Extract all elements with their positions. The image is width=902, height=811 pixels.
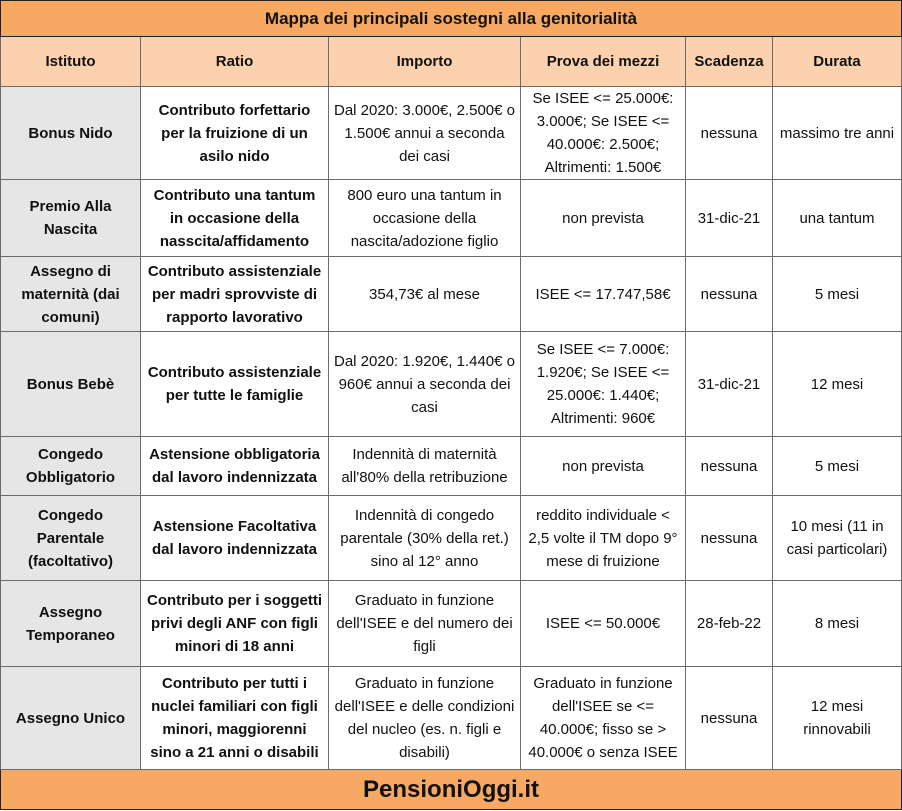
cell-durata: massimo tre anni (773, 87, 902, 180)
table-row (1, 496, 902, 581)
cell-istituto: Assegno di maternità (dai comuni) (1, 257, 141, 332)
cell-durata: 8 mesi (773, 581, 902, 667)
table-row (1, 257, 902, 332)
footer-row (1, 770, 902, 810)
header-ratio: Ratio (141, 37, 329, 87)
cell-ratio: Contributo forfettario per la fruizione di un asilo nido (141, 87, 329, 180)
cell-scadenza: nessuna (686, 667, 773, 770)
cell-ratio: Astensione obbligatoria dal lavoro indennizzata (141, 437, 329, 496)
cell-durata: 5 mesi (773, 437, 902, 496)
cell-durata: 10 mesi (11 in casi particolari) (773, 496, 902, 581)
cell-scadenza: nessuna (686, 257, 773, 332)
cell-importo: Indennità di maternità all'80% della retribuzione (329, 437, 521, 496)
cell-prova: non prevista (521, 180, 686, 257)
header-row (1, 37, 902, 87)
cell-importo: 354,73€ al mese (329, 257, 521, 332)
header-durata: Durata (773, 37, 902, 87)
header-scadenza: Scadenza (686, 37, 773, 87)
table-row (1, 332, 902, 437)
cell-durata: 12 mesi rinnovabili (773, 667, 902, 770)
header-importo: Importo (329, 37, 521, 87)
table-row (1, 667, 902, 770)
cell-ratio: Contributo assistenziale per tutte le famiglie (141, 332, 329, 437)
cell-prova: non prevista (521, 437, 686, 496)
table-row (1, 581, 902, 667)
cell-scadenza: nessuna (686, 437, 773, 496)
cell-istituto: Assegno Temporaneo (1, 581, 141, 667)
cell-ratio: Contributo una tantum in occasione della nasscita/affidamento (141, 180, 329, 257)
cell-scadenza: 31-dic-21 (686, 180, 773, 257)
header-prova-dei-mezzi: Prova dei mezzi (521, 37, 686, 87)
cell-istituto: Bonus Bebè (1, 332, 141, 437)
cell-scadenza: 28-feb-22 (686, 581, 773, 667)
cell-durata: una tantum (773, 180, 902, 257)
cell-istituto: Premio Alla Nascita (1, 180, 141, 257)
title-row (1, 1, 902, 37)
cell-durata: 12 mesi (773, 332, 902, 437)
cell-istituto: Congedo Obbligatorio (1, 437, 141, 496)
cell-prova: Se ISEE <= 7.000€: 1.920€; Se ISEE <= 25.000€: 1.440€; Altrimenti: 960€ (521, 332, 686, 437)
cell-scadenza: 31-dic-21 (686, 332, 773, 437)
cell-importo: 800 euro una tantum in occasione della nascita/adozione figlio (329, 180, 521, 257)
cell-importo: Dal 2020: 1.920€, 1.440€ o 960€ annui a seconda dei casi (329, 332, 521, 437)
cell-prova: reddito individuale < 2,5 volte il TM dopo 9° mese di fruizione (521, 496, 686, 581)
cell-prova: Graduato in funzione dell'ISEE se <= 40.000€; fisso se > 40.000€ o senza ISEE (521, 667, 686, 770)
cell-prova: Se ISEE <= 25.000€: 3.000€; Se ISEE <= 40.000€: 2.500€; Altrimenti: 1.500€ (521, 87, 686, 180)
cell-ratio: Contributo assistenziale per madri sprovviste di rapporto lavorativo (141, 257, 329, 332)
table-row (1, 180, 902, 257)
cell-scadenza: nessuna (686, 87, 773, 180)
cell-istituto: Assegno Unico (1, 667, 141, 770)
cell-ratio: Astensione Facoltativa dal lavoro indennizzata (141, 496, 329, 581)
footer-brand: PensioniOggi.it (1, 770, 902, 810)
cell-prova: ISEE <= 50.000€ (521, 581, 686, 667)
table-row (1, 87, 902, 180)
cell-prova: ISEE <= 17.747,58€ (521, 257, 686, 332)
table-title: Mappa dei principali sostegni alla genitorialità (1, 1, 902, 37)
cell-importo: Graduato in funzione dell'ISEE e delle condizioni del nucleo (es. n. figli e disabili) (329, 667, 521, 770)
table-row (1, 437, 902, 496)
cell-istituto: Bonus Nido (1, 87, 141, 180)
cell-istituto: Congedo Parentale (facoltativo) (1, 496, 141, 581)
cell-importo: Dal 2020: 3.000€, 2.500€ o 1.500€ annui a seconda dei casi (329, 87, 521, 180)
header-istituto: Istituto (1, 37, 141, 87)
cell-durata: 5 mesi (773, 257, 902, 332)
cell-importo: Graduato in funzione dell'ISEE e del numero dei figli (329, 581, 521, 667)
cell-importo: Indennità di congedo parentale (30% della ret.) sino al 12° anno (329, 496, 521, 581)
cell-ratio: Contributo per tutti i nuclei familiari con figli minori, maggiorenni sino a 21 anni o disabili (141, 667, 329, 770)
cell-ratio: Contributo per i soggetti privi degli ANF con figli minori di 18 anni (141, 581, 329, 667)
cell-scadenza: nessuna (686, 496, 773, 581)
